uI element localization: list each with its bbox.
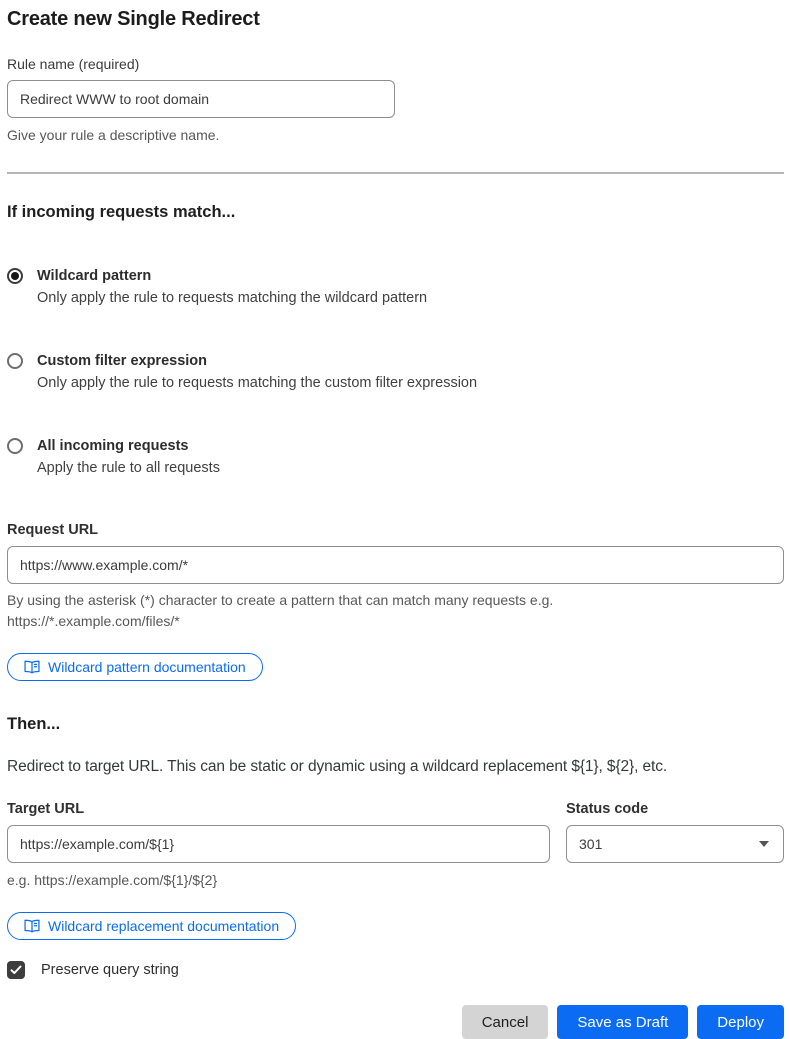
radio-option-label: All incoming requests (37, 438, 189, 454)
radio-option-label: Wildcard pattern (37, 268, 152, 284)
preserve-query-string-row[interactable] (7, 961, 784, 979)
doc-button-label: Wildcard pattern documentation (48, 659, 246, 675)
status-code-column (566, 776, 784, 891)
status-code-label: Status code (566, 801, 649, 817)
radio-icon[interactable] (7, 268, 23, 284)
radio-option-wildcard-pattern[interactable] (7, 266, 784, 309)
status-code-select[interactable] (566, 825, 784, 863)
radio-option-text (37, 436, 220, 479)
match-options-group (7, 266, 784, 479)
section-divider (7, 172, 784, 174)
open-book-icon (24, 919, 40, 933)
then-description: Redirect to target URL. This can be static or dynamic using a wildcard replacement ${1}, ${2}, etc. (7, 758, 668, 775)
status-code-value: 301 (579, 836, 603, 852)
radio-icon[interactable] (7, 438, 23, 454)
preserve-query-string-label: Preserve query string (41, 962, 179, 978)
radio-option-description: Apply the rule to all requests (37, 460, 220, 476)
radio-option-custom-filter-expression[interactable] (7, 351, 784, 394)
form-actions (7, 1005, 784, 1039)
then-section-heading: Then... (7, 715, 61, 733)
rule-name-help: Give your rule a descriptive name. (7, 127, 220, 143)
radio-option-description: Only apply the rule to requests matching the custom filter expression (37, 375, 478, 391)
open-book-icon (24, 660, 40, 674)
target-url-column (7, 776, 550, 891)
radio-dot (11, 272, 19, 280)
rule-name-input[interactable] (7, 80, 395, 118)
radio-option-description: Only apply the rule to requests matching the wildcard pattern (37, 290, 428, 306)
wildcard-replacement-docs-button[interactable] (7, 912, 296, 940)
target-url-label: Target URL (7, 801, 85, 817)
radio-option-all-incoming-requests[interactable] (7, 436, 784, 479)
page-title: Create new Single Redirect (7, 8, 260, 30)
check-icon (10, 965, 22, 975)
rule-name-label: Rule name (required) (7, 56, 140, 72)
radio-option-text (37, 266, 427, 309)
deploy-button[interactable]: Deploy (697, 1005, 784, 1039)
wildcard-pattern-docs-button[interactable] (7, 653, 263, 681)
target-url-input[interactable] (7, 825, 550, 863)
match-section-heading: If incoming requests match... (7, 203, 236, 221)
chevron-down-icon (759, 841, 769, 847)
request-url-input[interactable] (7, 546, 784, 584)
target-url-help: e.g. https://example.com/${1}/${2} (7, 872, 218, 888)
save-as-draft-button[interactable]: Save as Draft (557, 1005, 688, 1039)
radio-icon[interactable] (7, 353, 23, 369)
target-row (7, 776, 784, 891)
radio-option-text (37, 351, 477, 394)
checkbox-icon[interactable] (7, 961, 25, 979)
doc-button-label: Wildcard replacement documentation (48, 918, 280, 934)
request-url-label: Request URL (7, 522, 99, 538)
radio-option-label: Custom filter expression (37, 353, 208, 369)
cancel-button[interactable]: Cancel (462, 1005, 549, 1039)
request-url-help: By using the asterisk (*) character to create a pattern that can match many requests e.g. https://*.example.com/files/* (7, 592, 554, 629)
